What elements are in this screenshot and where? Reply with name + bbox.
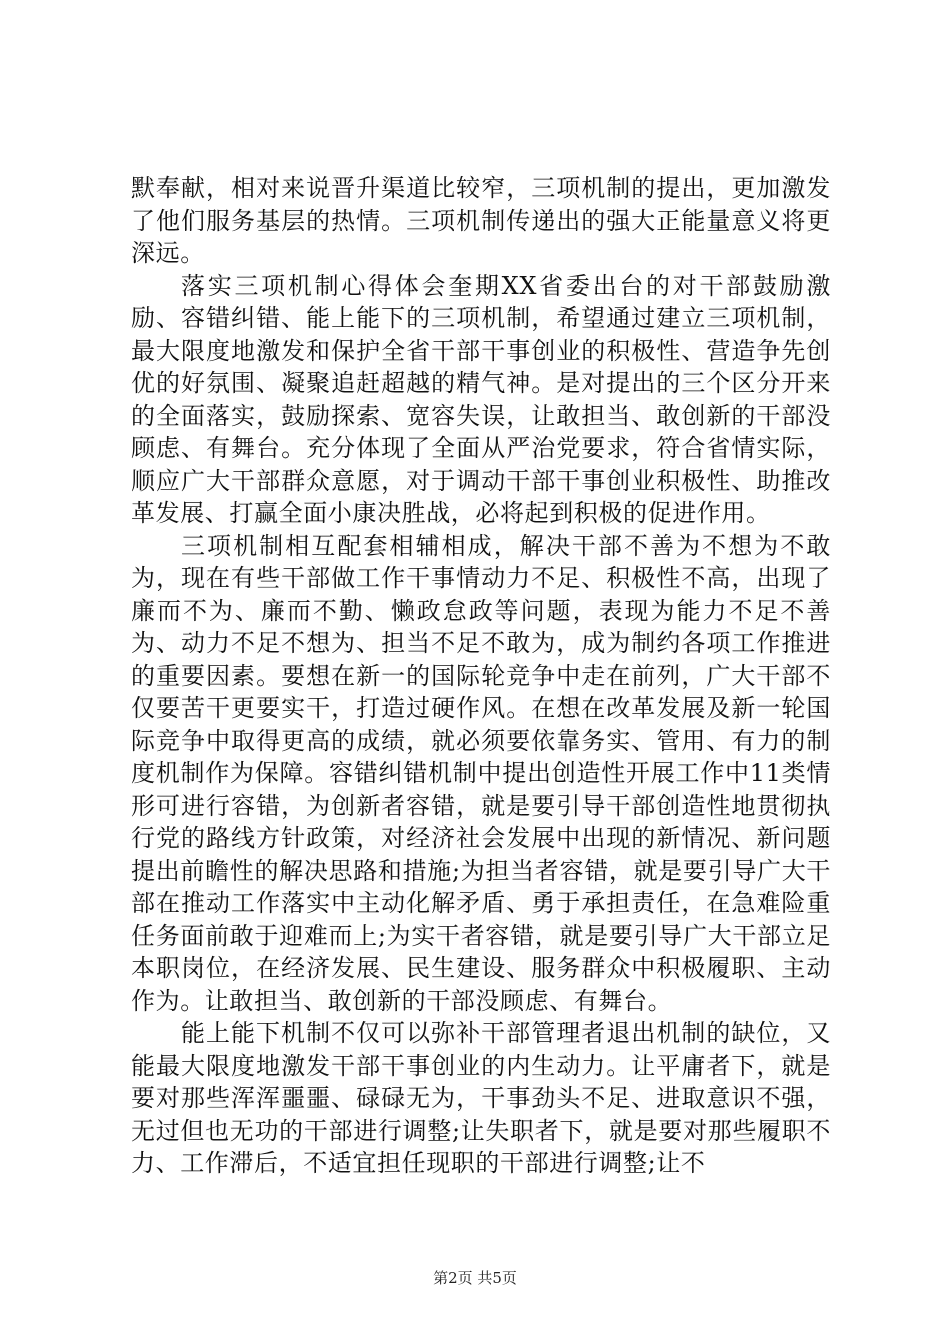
paragraph-4: 能上能下机制不仅可以弥补干部管理者退出机制的缺位，又能最大限度地激发干部干事创业的内生动力。让平庸者下，就是要对那些浑浑噩噩、碌碌无为，干事劲头不足、进取意识不强，无过但也无功的干部进行调整;让失职者下，就是要对那些履职不力、工作滞后，不适宜担任现职的干部进行调整;让不 xyxy=(131,1019,831,1177)
paragraph-1: 默奉献，相对来说晋升渠道比较窄，三项机制的提出，更加激发了他们服务基层的热情。三项机制传递出的强大正能量意义将更深远。 xyxy=(131,174,831,267)
page-number-footer: 第2页 共5页 xyxy=(433,1269,517,1287)
paragraph-2: 落实三项机制心得体会奎期XX省委出台的对干部鼓励激励、容错纠错、能上能下的三项机制，希望通过建立三项机制，最大限度地激发和保护全省干部干事创业的积极性、营造争先创优的好氛围、凝聚追赶超越的精气神。是对提出的三个区分开来的全面落实，鼓励探索、宽容失误，让敢担当、敢创新的干部没顾虑、有舞台。充分体现了全面从严治党要求，符合省情实际，顺应广大干部群众意愿，对于调动干部干事创业积极性、助推改革发展、打赢全面小康决胜战，必将起到积极的促进作用。 xyxy=(131,271,831,527)
paragraph-3: 三项机制相互配套相辅相成，解决干部不善为不想为不敢为，现在有些干部做工作干事情动力不足、积极性不高，出现了廉而不为、廉而不勤、懒政怠政等问题，表现为能力不足不善为、动力不足不想为、担当不足不敢为，成为制约各项工作推进的重要因素。要想在新一的国际轮竞争中走在前列，广大干部不仅要苦干更要实干，打造过硬作风。在想在改革发展及新一轮国际竞争中取得更高的成绩，就必须要依靠务实、管用、有力的制度机制作为保障。容错纠错机制中提出创造性开展工作中11类情形可进行容错，为创新者容错，就是要引导干部创造性地贯彻执行党的路线方针政策，对经济社会发展中出现的新情况、新问题提出前瞻性的解决思路和措施;为担当者容错，就是要引导广大干部在推动工作落实中主动化解矛盾、勇于承担责任，在急难险重任务面前敢于迎难而上;为实干者容错，就是要引导广大干部立足本职岗位，在经济发展、民生建设、服务群众中积极履职、主动作为。让敢担当、敢创新的干部没顾虑、有舞台。 xyxy=(131,531,831,1015)
document-body xyxy=(131,172,831,1180)
